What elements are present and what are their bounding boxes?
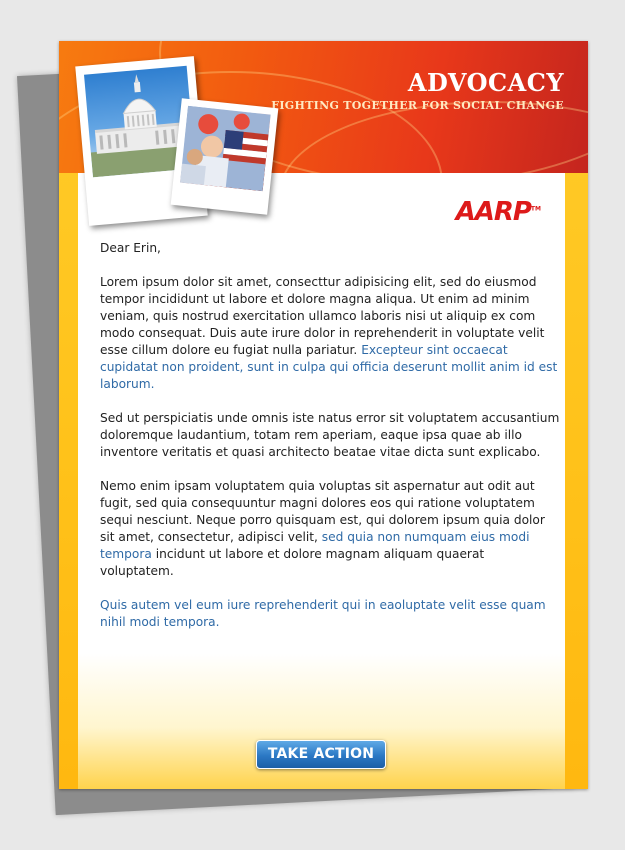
letter-content-panel [78,173,565,789]
greeting: Dear Erin, [100,241,161,255]
paragraph-1 [100,274,560,393]
people-flag-photo-polaroid [171,98,279,215]
letter-body [100,240,560,648]
banner-title: ADVOCACY [407,68,564,97]
paragraph-1-link[interactable]: Excepteur sint occaecat cupidatat non proident, sunt in culpa qui officia deserunt mollit anim id est laborum. [100,343,558,391]
people-flag-icon [180,106,271,191]
closing-link[interactable]: Quis autem vel eum iure reprehenderit qui in eaoluptate velit esse quam nihil modi tempora. [100,598,546,629]
banner-subtitle: FIGHTING TOGETHER FOR SOCIAL CHANGE [271,99,564,112]
aarp-logo: AARP™ [455,197,541,227]
paragraph-4 [100,597,560,631]
paragraph-3-text: Nemo enim ipsam voluptatem quia voluptas sit aspernatur aut odit aut fugit, sed quia consequuntur magni dolores eos qui ratione voluptatem sequi nesciunt. Neque porro quisquam est, qui dolorem ipsum quia dolor sit amet, consectetur, adipisci velit, [100,479,545,544]
take-action-button[interactable]: TAKE ACTION [256,740,386,769]
paragraph-3 [100,478,560,580]
paragraph-2: Sed ut perspiciatis unde omnis iste natus error sit voluptatem accusantium doloremque laudantium, totam rem aperiam, eaque ipsa quae ab illo inventore veritatis et quasi architecto beatae vitae dicta sunt explicabo. [100,411,560,459]
paragraph-3-text-after: incidunt ut labore et dolore magnam aliquam quaerat voluptatem. [100,547,485,578]
people-flag-photo [180,106,271,191]
paragraph-3-link[interactable]: sed quia non numquam eius modi tempora [100,530,530,561]
paragraph-1-text: Lorem ipsum dolor sit amet, consecttur adipisicing elit, sed do eiusmod tempor incididunt ut labore et dolore magna aliqua. Ut enim ad minim veniam, quis nostrud exercitation ullamco laboris nisi ut aliquip ex com modo consequat. Duis aute irure dolor in reprehenderit in voluptate velit esse cillum dolore eu fugiat nulla pariatur. [100,275,545,357]
